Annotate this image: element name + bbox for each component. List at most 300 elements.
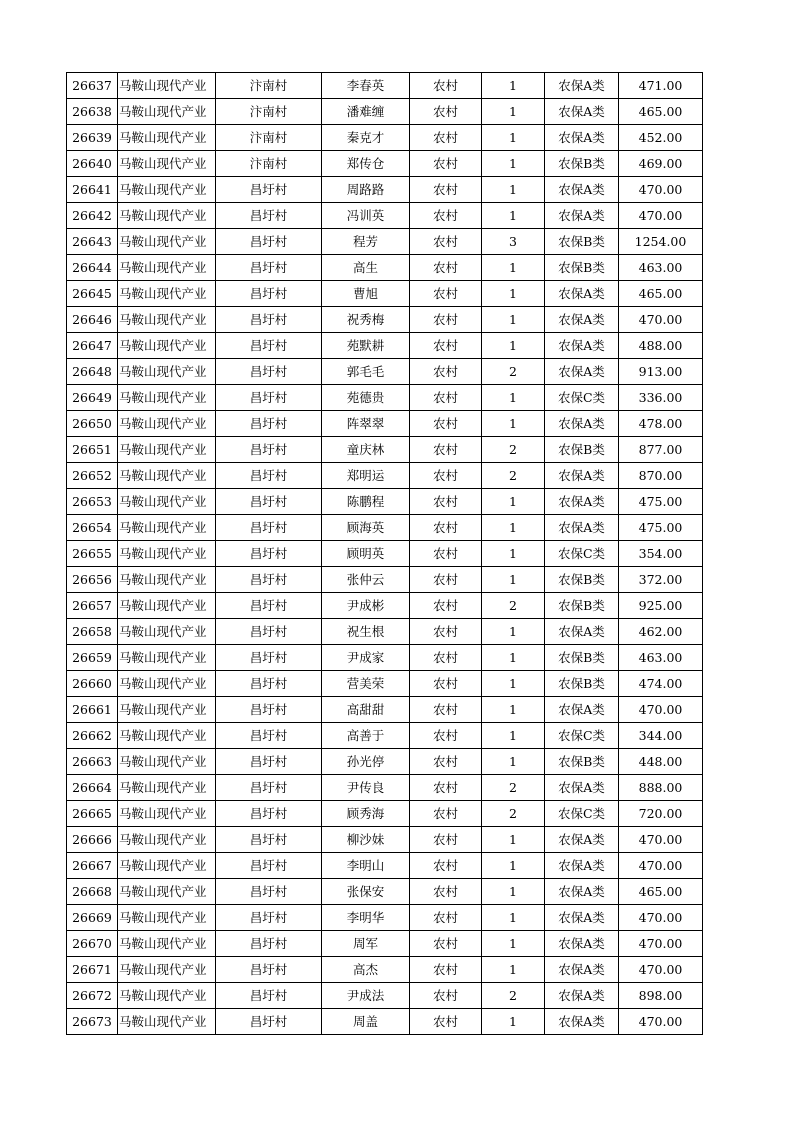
record-number-cell: 26671 [67,957,118,983]
household-type-cell: 农村 [410,879,482,905]
record-number-cell: 26656 [67,567,118,593]
table-row [67,99,703,125]
record-number-cell: 26639 [67,125,118,151]
table-row [67,489,703,515]
unit-name-cell: 马鞍山现代产业 [118,515,216,541]
record-number-cell: 26644 [67,255,118,281]
household-type-cell: 农村 [410,359,482,385]
unit-name-cell: 马鞍山现代产业 [118,905,216,931]
village-cell: 昌圩村 [216,203,322,229]
people-count-cell: 1 [482,151,545,177]
people-count-cell: 1 [482,333,545,359]
person-name-cell: 苑默耕 [322,333,410,359]
record-number-cell: 26651 [67,437,118,463]
amount-cell: 344.00 [619,723,703,749]
people-count-cell: 1 [482,177,545,203]
person-name-cell: 陈鹏程 [322,489,410,515]
amount-cell: 475.00 [619,515,703,541]
record-number-cell: 26668 [67,879,118,905]
table-row [67,125,703,151]
amount-cell: 463.00 [619,645,703,671]
unit-name-cell: 马鞍山现代产业 [118,697,216,723]
person-name-cell: 高杰 [322,957,410,983]
person-name-cell: 尹成家 [322,645,410,671]
people-count-cell: 1 [482,827,545,853]
village-cell: 昌圩村 [216,853,322,879]
people-count-cell: 1 [482,723,545,749]
record-number-cell: 26646 [67,307,118,333]
person-name-cell: 郑传仓 [322,151,410,177]
village-cell: 昌圩村 [216,437,322,463]
people-count-cell: 1 [482,957,545,983]
village-cell: 昌圩村 [216,983,322,1009]
category-cell: 农保A类 [545,307,619,333]
amount-cell: 870.00 [619,463,703,489]
category-cell: 农保B类 [545,255,619,281]
household-type-cell: 农村 [410,515,482,541]
household-type-cell: 农村 [410,853,482,879]
household-type-cell: 农村 [410,489,482,515]
table-row [67,671,703,697]
unit-name-cell: 马鞍山现代产业 [118,73,216,99]
village-cell: 昌圩村 [216,593,322,619]
village-cell: 昌圩村 [216,359,322,385]
amount-cell: 470.00 [619,905,703,931]
amount-cell: 470.00 [619,827,703,853]
person-name-cell: 张保安 [322,879,410,905]
amount-cell: 925.00 [619,593,703,619]
household-type-cell: 农村 [410,203,482,229]
record-number-cell: 26665 [67,801,118,827]
household-type-cell: 农村 [410,541,482,567]
record-number-cell: 26643 [67,229,118,255]
table-row [67,541,703,567]
village-cell: 昌圩村 [216,567,322,593]
record-number-cell: 26661 [67,697,118,723]
record-number-cell: 26669 [67,905,118,931]
category-cell: 农保B类 [545,671,619,697]
people-count-cell: 1 [482,489,545,515]
record-number-cell: 26650 [67,411,118,437]
person-name-cell: 郑明运 [322,463,410,489]
people-count-cell: 1 [482,671,545,697]
table-row [67,307,703,333]
amount-cell: 488.00 [619,333,703,359]
amount-cell: 475.00 [619,489,703,515]
category-cell: 农保A类 [545,827,619,853]
unit-name-cell: 马鞍山现代产业 [118,411,216,437]
record-number-cell: 26642 [67,203,118,229]
category-cell: 农保A类 [545,203,619,229]
people-count-cell: 2 [482,359,545,385]
people-count-cell: 1 [482,73,545,99]
record-number-cell: 26637 [67,73,118,99]
record-number-cell: 26640 [67,151,118,177]
unit-name-cell: 马鞍山现代产业 [118,229,216,255]
person-name-cell: 顾海英 [322,515,410,541]
person-name-cell: 高善于 [322,723,410,749]
people-count-cell: 2 [482,801,545,827]
village-cell: 昌圩村 [216,905,322,931]
table-row [67,73,703,99]
record-number-cell: 26659 [67,645,118,671]
record-number-cell: 26655 [67,541,118,567]
category-cell: 农保A类 [545,333,619,359]
person-name-cell: 祝秀梅 [322,307,410,333]
amount-cell: 469.00 [619,151,703,177]
record-number-cell: 26662 [67,723,118,749]
people-count-cell: 1 [482,515,545,541]
amount-cell: 720.00 [619,801,703,827]
table-row [67,723,703,749]
village-cell: 昌圩村 [216,1009,322,1035]
person-name-cell: 尹成法 [322,983,410,1009]
people-count-cell: 2 [482,463,545,489]
unit-name-cell: 马鞍山现代产业 [118,879,216,905]
category-cell: 农保A类 [545,775,619,801]
unit-name-cell: 马鞍山现代产业 [118,983,216,1009]
household-type-cell: 农村 [410,827,482,853]
person-name-cell: 秦克才 [322,125,410,151]
household-type-cell: 农村 [410,229,482,255]
record-number-cell: 26666 [67,827,118,853]
table-row [67,151,703,177]
person-name-cell: 柳沙妹 [322,827,410,853]
record-number-cell: 26663 [67,749,118,775]
person-name-cell: 顾秀海 [322,801,410,827]
amount-cell: 452.00 [619,125,703,151]
village-cell: 昌圩村 [216,255,322,281]
amount-cell: 372.00 [619,567,703,593]
village-cell: 昌圩村 [216,645,322,671]
unit-name-cell: 马鞍山现代产业 [118,1009,216,1035]
household-type-cell: 农村 [410,177,482,203]
people-count-cell: 1 [482,853,545,879]
person-name-cell: 程芳 [322,229,410,255]
unit-name-cell: 马鞍山现代产业 [118,125,216,151]
category-cell: 农保B类 [545,749,619,775]
category-cell: 农保A类 [545,905,619,931]
record-number-cell: 26667 [67,853,118,879]
household-type-cell: 农村 [410,463,482,489]
amount-cell: 470.00 [619,177,703,203]
amount-cell: 336.00 [619,385,703,411]
household-type-cell: 农村 [410,775,482,801]
household-type-cell: 农村 [410,749,482,775]
amount-cell: 470.00 [619,853,703,879]
person-name-cell: 祝生根 [322,619,410,645]
unit-name-cell: 马鞍山现代产业 [118,255,216,281]
person-name-cell: 冯训英 [322,203,410,229]
people-count-cell: 3 [482,229,545,255]
people-count-cell: 1 [482,99,545,125]
household-type-cell: 农村 [410,281,482,307]
people-count-cell: 1 [482,411,545,437]
people-count-cell: 1 [482,879,545,905]
table-row [67,177,703,203]
record-number-cell: 26649 [67,385,118,411]
unit-name-cell: 马鞍山现代产业 [118,151,216,177]
amount-cell: 354.00 [619,541,703,567]
people-count-cell: 1 [482,905,545,931]
table-row [67,619,703,645]
category-cell: 农保A类 [545,463,619,489]
people-count-cell: 2 [482,775,545,801]
person-name-cell: 苑德贵 [322,385,410,411]
category-cell: 农保A类 [545,411,619,437]
household-type-cell: 农村 [410,385,482,411]
person-name-cell: 郭毛毛 [322,359,410,385]
table-row [67,1009,703,1035]
record-number-cell: 26653 [67,489,118,515]
table-row [67,593,703,619]
table-row [67,983,703,1009]
record-number-cell: 26672 [67,983,118,1009]
category-cell: 农保A类 [545,177,619,203]
people-count-cell: 1 [482,255,545,281]
household-type-cell: 农村 [410,411,482,437]
unit-name-cell: 马鞍山现代产业 [118,541,216,567]
people-count-cell: 1 [482,749,545,775]
village-cell: 昌圩村 [216,281,322,307]
amount-cell: 470.00 [619,931,703,957]
category-cell: 农保A类 [545,489,619,515]
person-name-cell: 李明华 [322,905,410,931]
amount-cell: 465.00 [619,879,703,905]
household-type-cell: 农村 [410,333,482,359]
category-cell: 农保C类 [545,385,619,411]
table-row [67,775,703,801]
household-type-cell: 农村 [410,619,482,645]
category-cell: 农保A类 [545,1009,619,1035]
table-row [67,957,703,983]
people-count-cell: 1 [482,619,545,645]
amount-cell: 1254.00 [619,229,703,255]
category-cell: 农保A类 [545,125,619,151]
category-cell: 农保B类 [545,437,619,463]
amount-cell: 474.00 [619,671,703,697]
person-name-cell: 顾明英 [322,541,410,567]
category-cell: 农保A类 [545,983,619,1009]
household-type-cell: 农村 [410,125,482,151]
person-name-cell: 周路路 [322,177,410,203]
category-cell: 农保A类 [545,359,619,385]
amount-cell: 465.00 [619,281,703,307]
record-number-cell: 26657 [67,593,118,619]
unit-name-cell: 马鞍山现代产业 [118,567,216,593]
people-count-cell: 1 [482,307,545,333]
category-cell: 农保A类 [545,957,619,983]
unit-name-cell: 马鞍山现代产业 [118,853,216,879]
amount-cell: 888.00 [619,775,703,801]
household-type-cell: 农村 [410,255,482,281]
unit-name-cell: 马鞍山现代产业 [118,957,216,983]
category-cell: 农保B类 [545,229,619,255]
unit-name-cell: 马鞍山现代产业 [118,671,216,697]
unit-name-cell: 马鞍山现代产业 [118,333,216,359]
unit-name-cell: 马鞍山现代产业 [118,307,216,333]
village-cell: 昌圩村 [216,333,322,359]
unit-name-cell: 马鞍山现代产业 [118,281,216,307]
village-cell: 昌圩村 [216,671,322,697]
table-row [67,879,703,905]
record-number-cell: 26654 [67,515,118,541]
people-count-cell: 2 [482,983,545,1009]
table-row [67,567,703,593]
amount-cell: 470.00 [619,203,703,229]
unit-name-cell: 马鞍山现代产业 [118,177,216,203]
record-number-cell: 26645 [67,281,118,307]
village-cell: 汴南村 [216,151,322,177]
village-cell: 昌圩村 [216,411,322,437]
people-count-cell: 1 [482,645,545,671]
unit-name-cell: 马鞍山现代产业 [118,723,216,749]
unit-name-cell: 马鞍山现代产业 [118,99,216,125]
record-number-cell: 26660 [67,671,118,697]
record-number-cell: 26647 [67,333,118,359]
unit-name-cell: 马鞍山现代产业 [118,801,216,827]
village-cell: 昌圩村 [216,827,322,853]
assistance-table [66,72,703,1035]
person-name-cell: 尹成彬 [322,593,410,619]
household-type-cell: 农村 [410,983,482,1009]
person-name-cell: 孙光停 [322,749,410,775]
table-row [67,281,703,307]
person-name-cell: 高生 [322,255,410,281]
people-count-cell: 1 [482,567,545,593]
village-cell: 昌圩村 [216,749,322,775]
table-row [67,697,703,723]
category-cell: 农保C类 [545,801,619,827]
amount-cell: 898.00 [619,983,703,1009]
people-count-cell: 1 [482,931,545,957]
village-cell: 昌圩村 [216,515,322,541]
record-number-cell: 26652 [67,463,118,489]
person-name-cell: 李春英 [322,73,410,99]
village-cell: 昌圩村 [216,177,322,203]
category-cell: 农保A类 [545,697,619,723]
category-cell: 农保B类 [545,567,619,593]
person-name-cell: 李明山 [322,853,410,879]
household-type-cell: 农村 [410,723,482,749]
table-row [67,463,703,489]
table-row [67,437,703,463]
table-row [67,749,703,775]
village-cell: 昌圩村 [216,931,322,957]
table-row [67,255,703,281]
people-count-cell: 2 [482,437,545,463]
amount-cell: 913.00 [619,359,703,385]
village-cell: 昌圩村 [216,775,322,801]
people-count-cell: 1 [482,281,545,307]
amount-cell: 465.00 [619,99,703,125]
household-type-cell: 农村 [410,801,482,827]
category-cell: 农保C类 [545,723,619,749]
table-row [67,853,703,879]
people-count-cell: 2 [482,593,545,619]
record-number-cell: 26641 [67,177,118,203]
household-type-cell: 农村 [410,645,482,671]
village-cell: 昌圩村 [216,489,322,515]
household-type-cell: 农村 [410,437,482,463]
table-row [67,359,703,385]
household-type-cell: 农村 [410,99,482,125]
village-cell: 昌圩村 [216,385,322,411]
amount-cell: 448.00 [619,749,703,775]
unit-name-cell: 马鞍山现代产业 [118,593,216,619]
people-count-cell: 1 [482,697,545,723]
people-count-cell: 1 [482,1009,545,1035]
household-type-cell: 农村 [410,567,482,593]
amount-cell: 470.00 [619,957,703,983]
person-name-cell: 尹传良 [322,775,410,801]
table-row [67,411,703,437]
household-type-cell: 农村 [410,73,482,99]
record-number-cell: 26658 [67,619,118,645]
category-cell: 农保A类 [545,515,619,541]
category-cell: 农保B类 [545,151,619,177]
village-cell: 昌圩村 [216,619,322,645]
unit-name-cell: 马鞍山现代产业 [118,827,216,853]
category-cell: 农保B类 [545,593,619,619]
category-cell: 农保A类 [545,73,619,99]
unit-name-cell: 马鞍山现代产业 [118,203,216,229]
person-name-cell: 周盖 [322,1009,410,1035]
village-cell: 昌圩村 [216,541,322,567]
household-type-cell: 农村 [410,1009,482,1035]
village-cell: 昌圩村 [216,229,322,255]
household-type-cell: 农村 [410,671,482,697]
category-cell: 农保A类 [545,281,619,307]
village-cell: 汴南村 [216,99,322,125]
category-cell: 农保A类 [545,879,619,905]
category-cell: 农保B类 [545,645,619,671]
people-count-cell: 1 [482,203,545,229]
amount-cell: 478.00 [619,411,703,437]
person-name-cell: 潘难缠 [322,99,410,125]
people-count-cell: 1 [482,385,545,411]
household-type-cell: 农村 [410,151,482,177]
table-row [67,333,703,359]
people-count-cell: 1 [482,125,545,151]
unit-name-cell: 马鞍山现代产业 [118,437,216,463]
unit-name-cell: 马鞍山现代产业 [118,385,216,411]
category-cell: 农保A类 [545,853,619,879]
amount-cell: 470.00 [619,1009,703,1035]
village-cell: 汴南村 [216,125,322,151]
table-row [67,515,703,541]
unit-name-cell: 马鞍山现代产业 [118,359,216,385]
table-row [67,905,703,931]
table-row [67,229,703,255]
amount-cell: 877.00 [619,437,703,463]
record-number-cell: 26673 [67,1009,118,1035]
village-cell: 昌圩村 [216,697,322,723]
table-row [67,827,703,853]
unit-name-cell: 马鞍山现代产业 [118,931,216,957]
unit-name-cell: 马鞍山现代产业 [118,749,216,775]
household-type-cell: 农村 [410,697,482,723]
household-type-cell: 农村 [410,931,482,957]
unit-name-cell: 马鞍山现代产业 [118,619,216,645]
household-type-cell: 农村 [410,307,482,333]
table-body [67,73,703,1035]
amount-cell: 470.00 [619,307,703,333]
village-cell: 昌圩村 [216,463,322,489]
unit-name-cell: 马鞍山现代产业 [118,775,216,801]
record-number-cell: 26638 [67,99,118,125]
person-name-cell: 营美荣 [322,671,410,697]
